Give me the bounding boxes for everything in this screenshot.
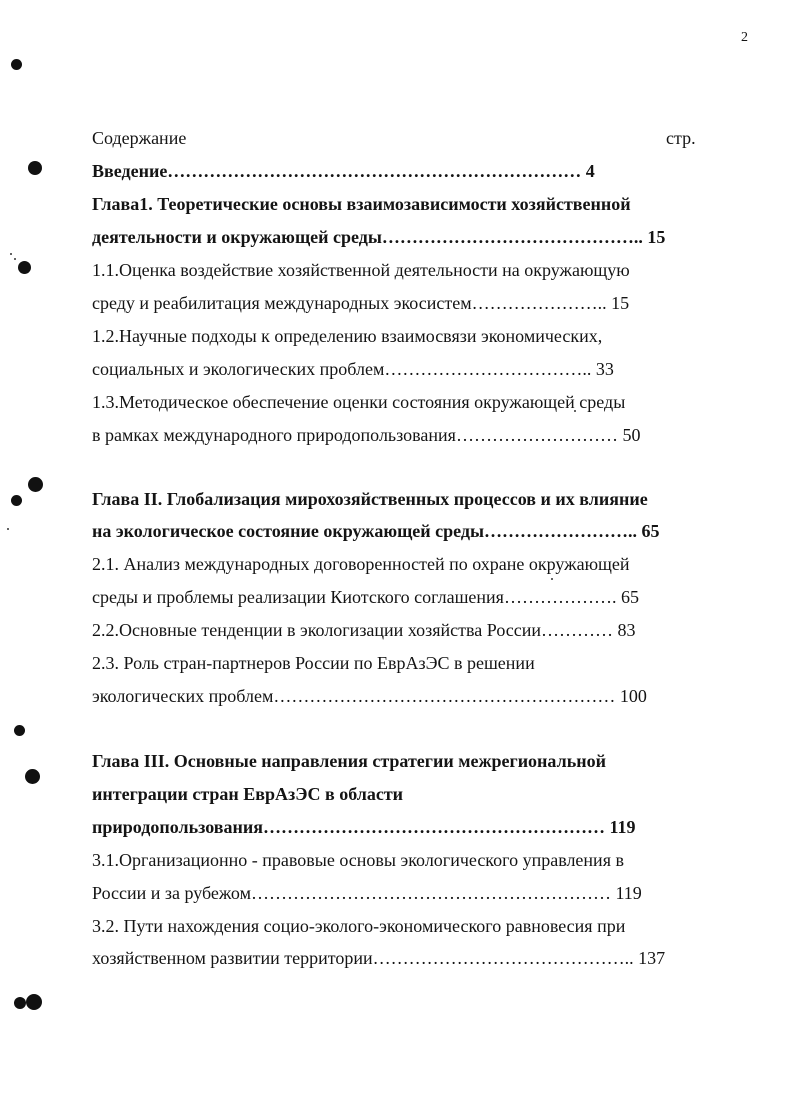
binder-hole — [11, 59, 22, 70]
toc-entry-1-1-cont: среду и реабилитация международных экосистем………………….. 15 — [92, 293, 630, 313]
binder-hole — [28, 477, 43, 492]
binder-hole — [11, 495, 22, 506]
contents-title: Содержание — [92, 128, 187, 148]
binder-hole — [26, 994, 42, 1010]
toc-entry-chapter-3: Глава III. Основные направления стратегии межрегиональной — [92, 751, 606, 771]
toc-entry-2-2: 2.2.Основные тенденции в экологизации хозяйства России………… 83 — [92, 620, 636, 640]
scan-speck — [7, 528, 9, 530]
toc-entry-3-1: 3.1.Организационно - правовые основы экологического управления в — [92, 850, 624, 870]
scan-speck — [551, 578, 553, 580]
toc-entry-1-2: 1.2.Научные подходы к определению взаимосвязи экономических, — [92, 326, 603, 346]
scan-speck — [10, 253, 12, 255]
toc-entry-1-3: 1.3.Методическое обеспечение оценки состояния окружающей среды — [92, 392, 626, 412]
toc-entry-2-3-cont: экологических проблем………………………………………………… 100 — [92, 686, 647, 706]
toc-entry-1-2-cont: социальных и экологических проблем…………………………….. 33 — [92, 359, 614, 379]
toc-entry-3-2-cont: хозяйственном развитии территории…………………………………….. 137 — [92, 948, 666, 968]
toc-entry-chapter-2-cont: на экологическое состояние окружающей среды…………………….. 65 — [92, 521, 660, 541]
toc-entry-1-1: 1.1.Оценка воздействие хозяйственной деятельности на окружающую — [92, 260, 630, 280]
toc-entry-chapter-3-cont: интеграции стран ЕврАзЭС в области — [92, 784, 404, 804]
toc-entry-2-1: 2.1. Анализ международных договоренностей по охране окружающей — [92, 554, 630, 574]
binder-hole — [28, 161, 42, 175]
binder-hole — [14, 725, 25, 736]
scan-speck — [14, 258, 16, 260]
toc-entry-chapter-1: Глава1. Теоретические основы взаимозависимости хозяйственной — [92, 194, 631, 214]
binder-hole — [14, 997, 26, 1009]
toc-entry-3-1-cont: России и за рубежом…………………………………………………… 119 — [92, 883, 642, 903]
toc-entry-1-3-cont: в рамках международного природопользования……………………… 50 — [92, 425, 641, 445]
toc-entry-2-3: 2.3. Роль стран-партнеров России по ЕврАзЭС в решении — [92, 653, 535, 673]
binder-hole — [25, 769, 40, 784]
page-column-label: стр. — [666, 128, 696, 148]
toc-entry-3-2: 3.2. Пути нахождения социо-эколого-экономического равновесия при — [92, 916, 626, 936]
page-number: 2 — [741, 30, 748, 45]
toc-entry-chapter-3-cont2: природопользования………………………………………………… 119 — [92, 817, 636, 837]
toc-entry-chapter-2: Глава II. Глобализация мирохозяйственных процессов и их влияние — [92, 489, 648, 509]
toc-entry-2-1-cont: среды и проблемы реализации Киотского соглашения………………. 65 — [92, 587, 639, 607]
binder-hole — [18, 261, 31, 274]
toc-entry-chapter-1-cont: деятельности и окружающей среды…………………………………….. 15 — [92, 227, 666, 247]
toc-entry-introduction: Введение…………………………………………………………… 4 — [92, 161, 595, 181]
